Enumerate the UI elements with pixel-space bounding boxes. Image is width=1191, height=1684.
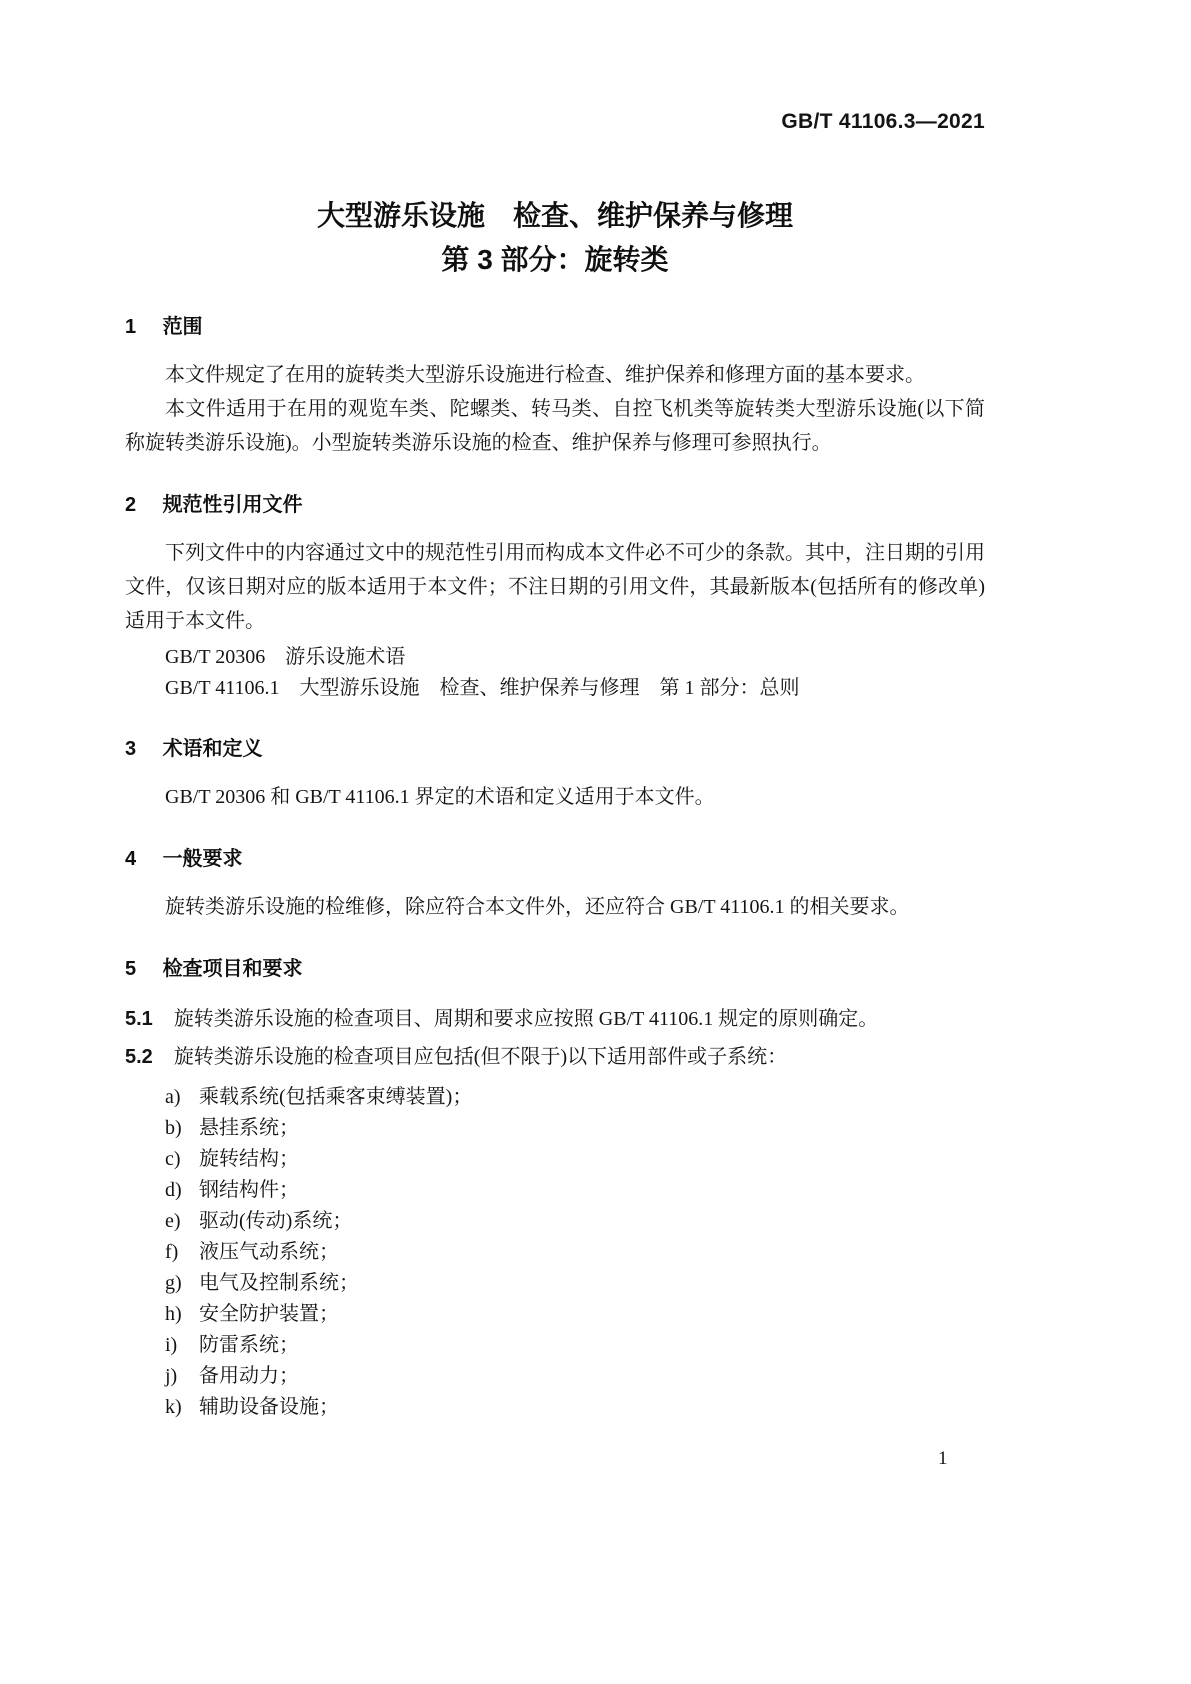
list-item bbox=[125, 1299, 985, 1330]
page-number: 1 bbox=[938, 1448, 948, 1469]
paragraph: GB/T 20306 和 GB/T 41106.1 界定的术语和定义适用于本文件。 bbox=[165, 786, 715, 808]
list-item-label: c) bbox=[165, 1148, 181, 1170]
section-number: 1 bbox=[125, 316, 137, 338]
section-heading bbox=[125, 314, 985, 340]
section-number: 5 bbox=[125, 958, 137, 980]
clause-number: 5.1 bbox=[125, 1008, 153, 1030]
list-item-text: 钢结构件； bbox=[199, 1179, 299, 1201]
list-item bbox=[125, 1268, 985, 1299]
list-item-text: 液压气动系统； bbox=[199, 1241, 339, 1263]
list-item-text: 安全防护装置； bbox=[199, 1303, 339, 1325]
list-item-label: f) bbox=[165, 1241, 179, 1263]
title-line-2: 第 3 部分：旋转类 bbox=[441, 244, 669, 275]
reference-list bbox=[125, 642, 985, 704]
paragraph: 下列文件中的内容通过文中的规范性引用而构成本文件必不可少的条款。其中，注日期的引用文件，仅该日期对应的版本适用于本文件；不注日期的引用文件，其最新版本(包括所有的修改单)适用于本文件。 bbox=[125, 542, 985, 632]
section-normative-references bbox=[125, 492, 985, 704]
list-item-label: e) bbox=[165, 1210, 181, 1232]
list-item bbox=[125, 1113, 985, 1144]
list-item bbox=[125, 1206, 985, 1237]
section-number: 4 bbox=[125, 848, 137, 870]
clause-5-2 bbox=[125, 1038, 985, 1076]
list-item-text: 防雷系统； bbox=[199, 1334, 299, 1356]
list-item-label: i) bbox=[165, 1334, 178, 1356]
section-title: 规范性引用文件 bbox=[162, 494, 303, 516]
clause-text: 旋转类游乐设施的检查项目应包括(但不限于)以下适用部件或子系统： bbox=[173, 1046, 788, 1068]
list-item bbox=[125, 1361, 985, 1392]
section-inspection-items bbox=[125, 956, 985, 1423]
list-item bbox=[125, 1237, 985, 1268]
list-item-text: 驱动(传动)系统； bbox=[199, 1210, 353, 1232]
section-title: 范围 bbox=[162, 316, 203, 338]
document-content bbox=[125, 0, 985, 1423]
list-item-text: 悬挂系统； bbox=[199, 1117, 299, 1139]
section-title: 检查项目和要求 bbox=[162, 958, 303, 980]
list-item-label: d) bbox=[165, 1179, 182, 1201]
section-heading bbox=[125, 492, 985, 518]
list-item-text: 电气及控制系统； bbox=[199, 1272, 359, 1294]
list-item-label: k) bbox=[165, 1396, 182, 1418]
section-title: 一般要求 bbox=[162, 848, 243, 870]
list-item-label: b) bbox=[165, 1117, 182, 1139]
list-item-text: 旋转结构； bbox=[199, 1148, 299, 1170]
paragraph: 旋转类游乐设施的检维修，除应符合本文件外，还应符合 GB/T 41106.1 的相关要求。 bbox=[165, 896, 910, 918]
section-heading bbox=[125, 846, 985, 872]
paragraph: 本文件适用于在用的观览车类、陀螺类、转马类、自控飞机类等旋转类大型游乐设施(以下简称旋转类游乐设施)。小型旋转类游乐设施的检查、维护保养与修理可参照执行。 bbox=[125, 398, 985, 454]
section-scope bbox=[125, 314, 985, 460]
section-heading bbox=[125, 956, 985, 982]
list-item-label: g) bbox=[165, 1272, 182, 1294]
list-item bbox=[125, 1175, 985, 1206]
reference-entry: GB/T 20306 游乐设施术语 bbox=[165, 646, 406, 668]
list-item-label: a) bbox=[165, 1086, 181, 1108]
reference-entry: GB/T 41106.1 大型游乐设施 检查、维护保养与修理 第 1 部分：总则 bbox=[165, 677, 800, 699]
section-terms-definitions bbox=[125, 736, 985, 814]
title-line-1: 大型游乐设施 检查、维护保养与修理 bbox=[316, 200, 793, 231]
list-item bbox=[125, 1082, 985, 1113]
list-item-text: 备用动力； bbox=[199, 1365, 299, 1387]
list-item-text: 辅助设备设施； bbox=[199, 1396, 339, 1418]
section-number: 2 bbox=[125, 494, 137, 516]
section-general-requirements bbox=[125, 846, 985, 924]
paragraph: 本文件规定了在用的旋转类大型游乐设施进行检查、维护保养和修理方面的基本要求。 bbox=[165, 364, 925, 386]
clause-number: 5.2 bbox=[125, 1046, 153, 1068]
clause-5-1 bbox=[125, 1000, 985, 1038]
list-item-label: j) bbox=[165, 1365, 178, 1387]
list-item-text: 乘载系统(包括乘客束缚装置)； bbox=[199, 1086, 473, 1108]
inspection-item-list bbox=[125, 1082, 985, 1423]
clause-text: 旋转类游乐设施的检查项目、周期和要求应按照 GB/T 41106.1 规定的原则确定。 bbox=[173, 1008, 879, 1030]
section-number: 3 bbox=[125, 738, 137, 760]
list-item bbox=[125, 1144, 985, 1175]
document-title bbox=[125, 194, 985, 282]
list-item bbox=[125, 1330, 985, 1361]
list-item bbox=[125, 1392, 985, 1423]
section-title: 术语和定义 bbox=[162, 738, 263, 760]
standard-number: GB/T 41106.3—2021 bbox=[781, 110, 985, 133]
section-heading bbox=[125, 736, 985, 762]
list-item-label: h) bbox=[165, 1303, 182, 1325]
